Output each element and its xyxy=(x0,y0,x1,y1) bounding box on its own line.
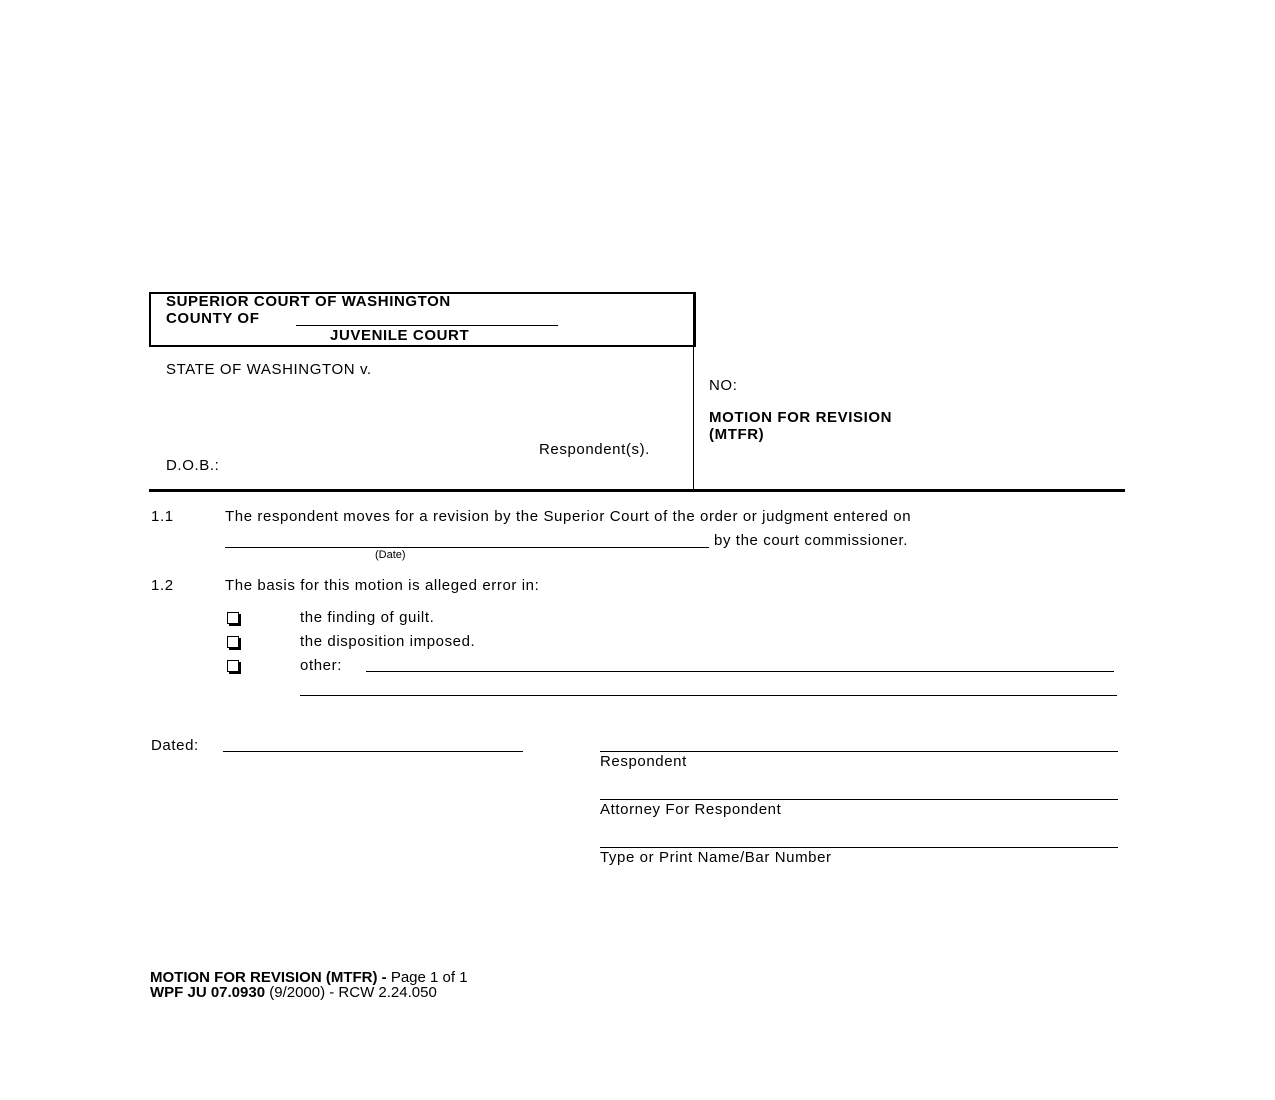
name-bar-number-line[interactable] xyxy=(600,847,1118,848)
dated-blank[interactable] xyxy=(223,751,523,752)
section-1-1-text: The respondent moves for a revision by the Superior Court of the order or judgment entered on xyxy=(225,508,912,525)
county-blank[interactable] xyxy=(296,325,558,326)
party-name: STATE OF WASHINGTON v. xyxy=(166,361,372,378)
court-name: SUPERIOR COURT OF WASHINGTON xyxy=(166,293,451,310)
respondent-signature-label: Respondent xyxy=(600,753,687,770)
name-bar-number-label: Type or Print Name/Bar Number xyxy=(600,849,832,866)
footer-line-2 xyxy=(150,984,437,1001)
other-blank-line-1[interactable] xyxy=(366,671,1114,672)
respondent-signature-line[interactable] xyxy=(600,751,1118,752)
section-1-1-tail: by the court commissioner. xyxy=(714,532,909,549)
attorney-signature-line[interactable] xyxy=(600,799,1118,800)
section-1-2-text: The basis for this motion is alleged error in: xyxy=(225,577,540,594)
respondent-label: Respondent(s). xyxy=(539,441,650,458)
date-entered-blank[interactable] xyxy=(225,547,709,548)
other-blank-line-2[interactable] xyxy=(300,695,1117,696)
footer-page: Page 1 of 1 xyxy=(390,969,468,986)
caption-rule xyxy=(149,489,1125,492)
juvenile-court-label: JUVENILE COURT xyxy=(330,327,470,344)
other-checkbox[interactable] xyxy=(227,660,239,672)
finding-of-guilt-checkbox[interactable] xyxy=(227,612,239,624)
footer-revision: (9/2000) - RCW 2.24.050 xyxy=(269,984,437,1001)
dob-label: D.O.B.: xyxy=(166,457,220,474)
caption-divider xyxy=(693,292,694,491)
case-number-label: NO: xyxy=(709,377,738,394)
attorney-signature-label: Attorney For Respondent xyxy=(600,801,782,818)
county-label: COUNTY OF xyxy=(166,310,260,327)
date-caption: (Date) xyxy=(375,549,406,561)
dated-label: Dated: xyxy=(151,737,199,754)
other-label: other: xyxy=(300,657,342,674)
disposition-imposed-checkbox[interactable] xyxy=(227,636,239,648)
section-1-2-number: 1.2 xyxy=(151,577,174,594)
document-abbrev: (MTFR) xyxy=(709,426,765,443)
document-title: MOTION FOR REVISION xyxy=(709,409,893,426)
finding-of-guilt-label: the finding of guilt. xyxy=(300,609,435,626)
disposition-imposed-label: the disposition imposed. xyxy=(300,633,476,650)
footer-title: MOTION FOR REVISION (MTFR) - xyxy=(150,969,387,986)
footer-form-id: WPF JU 07.0930 xyxy=(150,984,266,1001)
section-1-1-number: 1.1 xyxy=(151,508,174,525)
